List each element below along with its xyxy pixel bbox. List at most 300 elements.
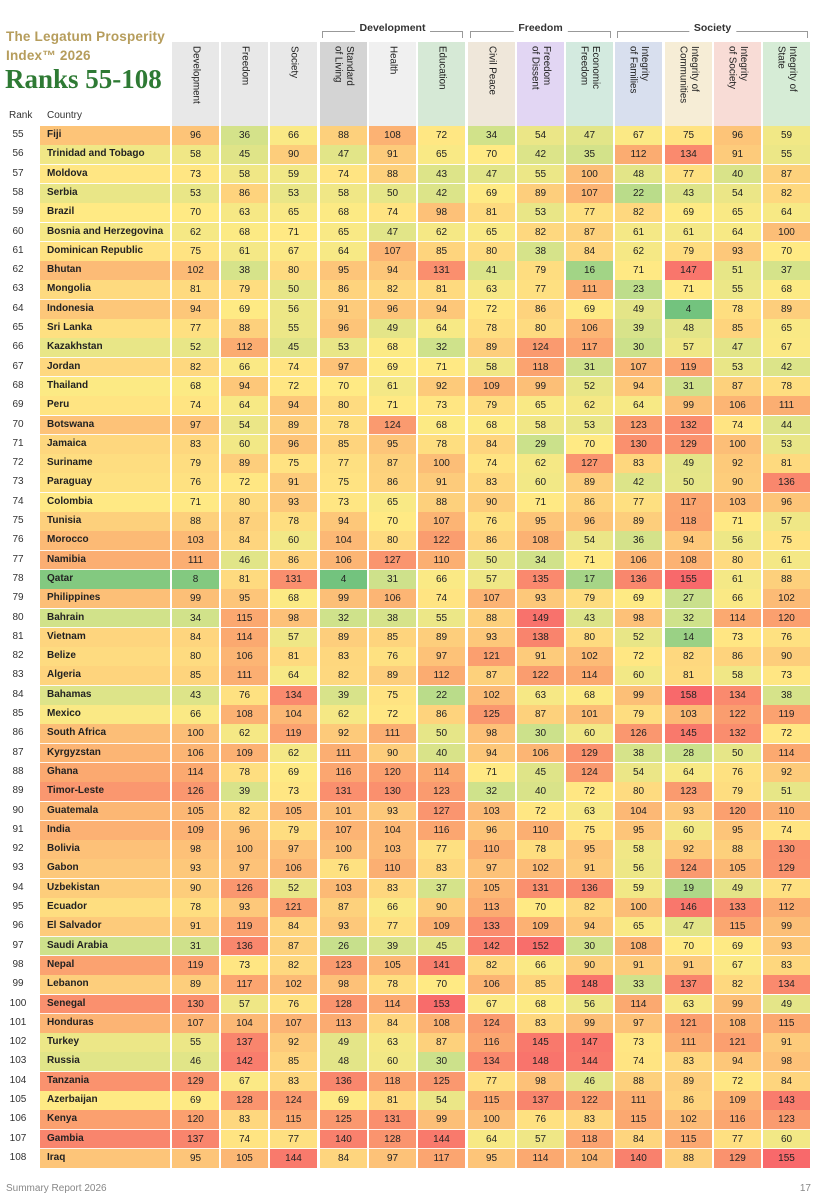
score-cell: 123 [418,782,465,801]
score-cell: 59 [763,126,810,145]
group-label: Freedom [513,22,567,34]
score-cell: 87 [418,1033,465,1052]
score-cell: 82 [714,975,761,994]
row-rank: 64 [12,302,24,314]
score-cell: 50 [418,724,465,743]
column-header [270,42,317,126]
score-cell: 115 [615,1110,662,1129]
score-cell: 75 [665,126,712,145]
table-row [0,1052,819,1071]
row-rank: 69 [12,399,24,411]
score-cell: 146 [665,898,712,917]
score-cell: 136 [763,473,810,492]
group-freedom [470,22,611,38]
score-cell: 62 [566,396,613,415]
row-country: Sri Lanka [47,322,93,333]
score-cell: 84 [763,1072,810,1091]
score-cell: 93 [468,628,515,647]
row-rank: 68 [12,379,24,391]
ranks-title: Ranks 55-108 [5,64,162,94]
row-rank: 102 [9,1036,27,1048]
column-header-label: Society [288,46,300,79]
row-country: Kazakhstan [47,341,103,353]
score-cell: 56 [566,995,613,1014]
score-cell: 74 [172,396,219,415]
score-cell: 63 [566,802,613,821]
table-row [0,358,819,377]
score-cell: 122 [714,705,761,724]
score-cell: 119 [270,724,317,743]
score-cell: 94 [270,396,317,415]
row-country: Uzbekistan [47,881,100,893]
column-header [517,42,564,126]
score-cell: 133 [714,898,761,917]
table-row [0,531,819,550]
score-cell: 72 [615,647,662,666]
score-cell: 130 [615,435,662,454]
score-cell: 37 [763,261,810,280]
row-rank: 83 [12,669,24,681]
row-country: South Africa [47,727,107,739]
score-cell: 79 [270,821,317,840]
score-cell: 50 [714,744,761,763]
score-cell: 80 [172,647,219,666]
score-cell: 102 [517,859,564,878]
row-country: Suriname [47,457,93,469]
score-cell: 49 [665,454,712,473]
score-cell: 77 [369,917,416,936]
row-country: Trinidad and Tobago [47,148,145,160]
score-cell: 87 [517,705,564,724]
score-cell: 47 [320,145,367,164]
score-cell: 109 [418,917,465,936]
score-cell: 32 [418,338,465,357]
score-cell: 96 [320,319,367,338]
score-cell: 65 [714,203,761,222]
score-cell: 158 [665,686,712,705]
score-cell: 45 [418,937,465,956]
row-divider [0,1168,819,1169]
table-row [0,705,819,724]
table-row [0,879,819,898]
table-row [0,859,819,878]
score-cell: 94 [418,300,465,319]
score-cell: 100 [221,840,268,859]
score-cell: 70 [665,937,712,956]
score-cell: 87 [320,898,367,917]
score-cell: 64 [665,763,712,782]
score-cell: 131 [517,879,564,898]
row-rank: 93 [12,862,24,874]
score-cell: 94 [665,531,712,550]
score-cell: 30 [418,1052,465,1071]
score-cell: 95 [566,840,613,859]
score-cell: 121 [665,1014,712,1033]
score-cell: 67 [270,242,317,261]
score-cell: 84 [320,1149,367,1168]
score-cell: 42 [418,184,465,203]
score-cell: 92 [270,1033,317,1052]
score-cell: 66 [418,570,465,589]
score-cell: 69 [369,358,416,377]
score-cell: 114 [714,609,761,628]
score-cell: 122 [418,531,465,550]
score-cell: 99 [665,396,712,415]
column-header [418,42,465,126]
table-row [0,840,819,859]
score-cell: 88 [468,609,515,628]
score-cell: 99 [418,1110,465,1129]
row-country: Guatemala [47,804,99,816]
column-header-label: Integrity of Communities [677,46,700,104]
score-cell: 55 [763,145,810,164]
score-cell: 55 [714,280,761,299]
score-cell: 67 [615,126,662,145]
score-cell: 115 [763,1014,810,1033]
score-cell: 93 [517,589,564,608]
table-row [0,300,819,319]
score-cell: 78 [468,319,515,338]
score-cell: 131 [418,261,465,280]
group-label: Society [689,22,736,34]
score-cell: 31 [566,358,613,377]
score-cell: 68 [418,416,465,435]
score-cell: 79 [172,454,219,473]
score-cell: 77 [615,493,662,512]
score-cell: 97 [418,647,465,666]
score-cell: 80 [270,261,317,280]
table-row [0,338,819,357]
score-cell: 71 [714,512,761,531]
score-cell: 104 [221,1014,268,1033]
score-cell: 70 [418,975,465,994]
score-cell: 50 [369,184,416,203]
score-cell: 83 [221,1110,268,1129]
score-cell: 148 [517,1052,564,1071]
score-cell: 152 [517,937,564,956]
score-cell: 91 [566,859,613,878]
score-cell: 89 [566,473,613,492]
score-cell: 82 [320,666,367,685]
score-cell: 136 [320,1072,367,1091]
score-cell: 109 [714,1091,761,1110]
score-cell: 83 [615,454,662,473]
score-cell: 85 [270,1052,317,1071]
score-cell: 117 [418,1149,465,1168]
score-cell: 135 [517,570,564,589]
score-cell: 76 [468,512,515,531]
score-cell: 89 [320,628,367,647]
score-cell: 66 [221,358,268,377]
row-rank: 99 [12,978,24,990]
score-cell: 45 [270,338,317,357]
score-cell: 131 [369,1110,416,1129]
score-cell: 89 [615,512,662,531]
score-cell: 43 [172,686,219,705]
score-cell: 71 [369,396,416,415]
column-header [369,42,416,126]
score-cell: 108 [369,126,416,145]
score-cell: 88 [221,319,268,338]
row-rank: 57 [12,167,24,179]
score-cell: 90 [468,493,515,512]
score-cell: 84 [369,1014,416,1033]
score-cell: 71 [517,493,564,512]
score-cell: 28 [665,744,712,763]
score-cell: 14 [665,628,712,647]
row-country: Vietnam [47,630,86,642]
score-cell: 57 [665,338,712,357]
score-cell: 82 [763,184,810,203]
column-header-label: Freedom of Dissent [529,46,552,90]
table-row [0,802,819,821]
score-cell: 38 [615,744,662,763]
score-cell: 56 [615,859,662,878]
score-cell: 142 [221,1052,268,1071]
score-cell: 106 [714,396,761,415]
score-cell: 89 [418,628,465,647]
score-cell: 90 [714,473,761,492]
column-header-label: Education [436,46,448,90]
score-cell: 31 [172,937,219,956]
row-country: Paraguay [47,476,93,488]
score-cell: 93 [763,937,810,956]
column-header-label: Health [387,46,399,75]
score-cell: 94 [221,377,268,396]
row-rank: 105 [9,1094,27,1105]
score-cell: 97 [172,416,219,435]
score-cell: 147 [566,1033,613,1052]
score-cell: 77 [566,203,613,222]
score-cell: 63 [517,686,564,705]
score-cell: 59 [615,879,662,898]
score-cell: 72 [468,300,515,319]
row-country: Qatar [47,572,74,584]
table-row [0,416,819,435]
row-country: Brazil [47,206,75,218]
table-row [0,956,819,975]
row-rank: 60 [12,225,24,237]
score-cell: 78 [763,377,810,396]
score-cell: 38 [517,242,564,261]
score-cell: 90 [566,956,613,975]
score-cell: 153 [418,995,465,1014]
score-cell: 81 [172,280,219,299]
score-cell: 81 [270,647,317,666]
score-cell: 71 [566,551,613,570]
score-cell: 82 [517,223,564,242]
score-cell: 96 [468,821,515,840]
score-cell: 106 [517,744,564,763]
score-cell: 69 [566,300,613,319]
score-cell: 97 [320,358,367,377]
score-cell: 75 [566,821,613,840]
row-country: India [47,823,71,835]
score-cell: 61 [763,551,810,570]
score-cell: 46 [221,551,268,570]
score-cell: 127 [566,454,613,473]
column-header-label: Integrity of Society [726,46,749,90]
score-cell: 147 [665,261,712,280]
table-row [0,126,819,145]
score-cell: 80 [221,493,268,512]
score-cell: 74 [615,1052,662,1071]
score-cell: 122 [517,666,564,685]
score-cell: 112 [418,666,465,685]
score-cell: 94 [172,300,219,319]
table-row [0,666,819,685]
row-country: Tunisia [47,515,82,526]
score-cell: 86 [369,473,416,492]
score-cell: 82 [369,280,416,299]
score-cell: 133 [468,917,515,936]
table-row [0,1149,819,1168]
score-cell: 124 [468,1014,515,1033]
column-header-label: Economic Freedom [578,46,601,90]
score-cell: 89 [369,666,416,685]
score-cell: 70 [369,512,416,531]
table-row [0,1110,819,1129]
row-rank: 94 [12,881,24,893]
row-country: Mexico [47,708,81,719]
row-rank: 55 [12,129,24,140]
score-cell: 134 [665,145,712,164]
row-rank: 65 [12,322,24,333]
score-cell: 102 [172,261,219,280]
row-country: Dominican Republic [47,244,144,256]
row-country: Bhutan [47,264,82,276]
score-cell: 99 [615,686,662,705]
score-cell: 31 [665,377,712,396]
score-cell: 84 [566,242,613,261]
score-cell: 93 [320,917,367,936]
row-country: Kenya [47,1113,78,1125]
score-cell: 81 [763,454,810,473]
score-cell: 126 [221,879,268,898]
score-cell: 107 [270,1014,317,1033]
score-cell: 134 [763,975,810,994]
table-row [0,377,819,396]
score-cell: 74 [369,203,416,222]
score-cell: 54 [517,126,564,145]
score-cell: 41 [468,261,515,280]
score-cell: 72 [418,126,465,145]
score-cell: 96 [763,493,810,512]
score-cell: 72 [714,1072,761,1091]
score-cell: 48 [665,319,712,338]
row-country: Russia [47,1055,80,1067]
score-cell: 112 [615,145,662,164]
score-cell: 120 [714,802,761,821]
score-cell: 108 [517,531,564,550]
score-cell: 46 [566,1072,613,1091]
score-cell: 59 [270,165,317,184]
score-cell: 53 [517,203,564,222]
table-row [0,609,819,628]
table-row [0,937,819,956]
score-cell: 89 [763,300,810,319]
score-cell: 93 [270,493,317,512]
score-cell: 89 [172,975,219,994]
table-row [0,454,819,473]
score-cell: 39 [369,937,416,956]
score-cell: 118 [665,512,712,531]
score-cell: 17 [566,570,613,589]
score-cell: 22 [615,184,662,203]
score-cell: 83 [665,1052,712,1071]
score-cell: 71 [615,261,662,280]
score-cell: 118 [517,358,564,377]
score-cell: 103 [369,840,416,859]
table-row [0,396,819,415]
score-cell: 53 [763,435,810,454]
score-cell: 49 [714,879,761,898]
score-cell: 111 [763,396,810,415]
score-cell: 68 [320,203,367,222]
score-cell: 119 [763,705,810,724]
score-cell: 65 [270,203,317,222]
score-cell: 144 [270,1149,317,1168]
score-cell: 88 [320,126,367,145]
score-cell: 85 [517,975,564,994]
row-rank: 108 [9,1151,27,1163]
score-cell: 85 [714,319,761,338]
score-cell: 114 [418,763,465,782]
score-cell: 58 [172,145,219,164]
table-row [0,512,819,531]
score-cell: 117 [221,975,268,994]
score-cell: 107 [468,589,515,608]
score-cell: 82 [172,358,219,377]
score-cell: 78 [418,435,465,454]
score-cell: 57 [270,628,317,647]
score-cell: 88 [665,1149,712,1168]
score-cell: 62 [320,705,367,724]
row-country: Serbia [47,186,78,198]
score-cell: 134 [270,686,317,705]
row-country: Saudi Arabia [47,939,108,951]
score-cell: 91 [172,917,219,936]
score-cell: 76 [517,1110,564,1129]
score-cell: 22 [418,686,465,705]
score-cell: 111 [665,1033,712,1052]
score-cell: 73 [714,628,761,647]
score-cell: 102 [270,975,317,994]
score-cell: 129 [714,1149,761,1168]
score-cell: 73 [320,493,367,512]
score-cell: 111 [320,744,367,763]
score-cell: 83 [172,435,219,454]
score-cell: 105 [270,802,317,821]
table-row [0,145,819,164]
row-country: Bosnia and Herzegovina [47,225,164,237]
score-cell: 94 [320,512,367,531]
score-cell: 117 [566,338,613,357]
score-cell: 81 [221,570,268,589]
score-cell: 48 [320,1052,367,1071]
score-cell: 107 [369,242,416,261]
score-cell: 80 [714,551,761,570]
row-country: Thailand [47,379,89,391]
score-cell: 91 [369,145,416,164]
score-cell: 130 [369,782,416,801]
score-cell: 92 [714,454,761,473]
score-cell: 65 [418,145,465,164]
column-header-label: Civil Peace [486,46,498,96]
score-cell: 40 [418,744,465,763]
score-cell: 84 [270,917,317,936]
score-cell: 83 [763,956,810,975]
